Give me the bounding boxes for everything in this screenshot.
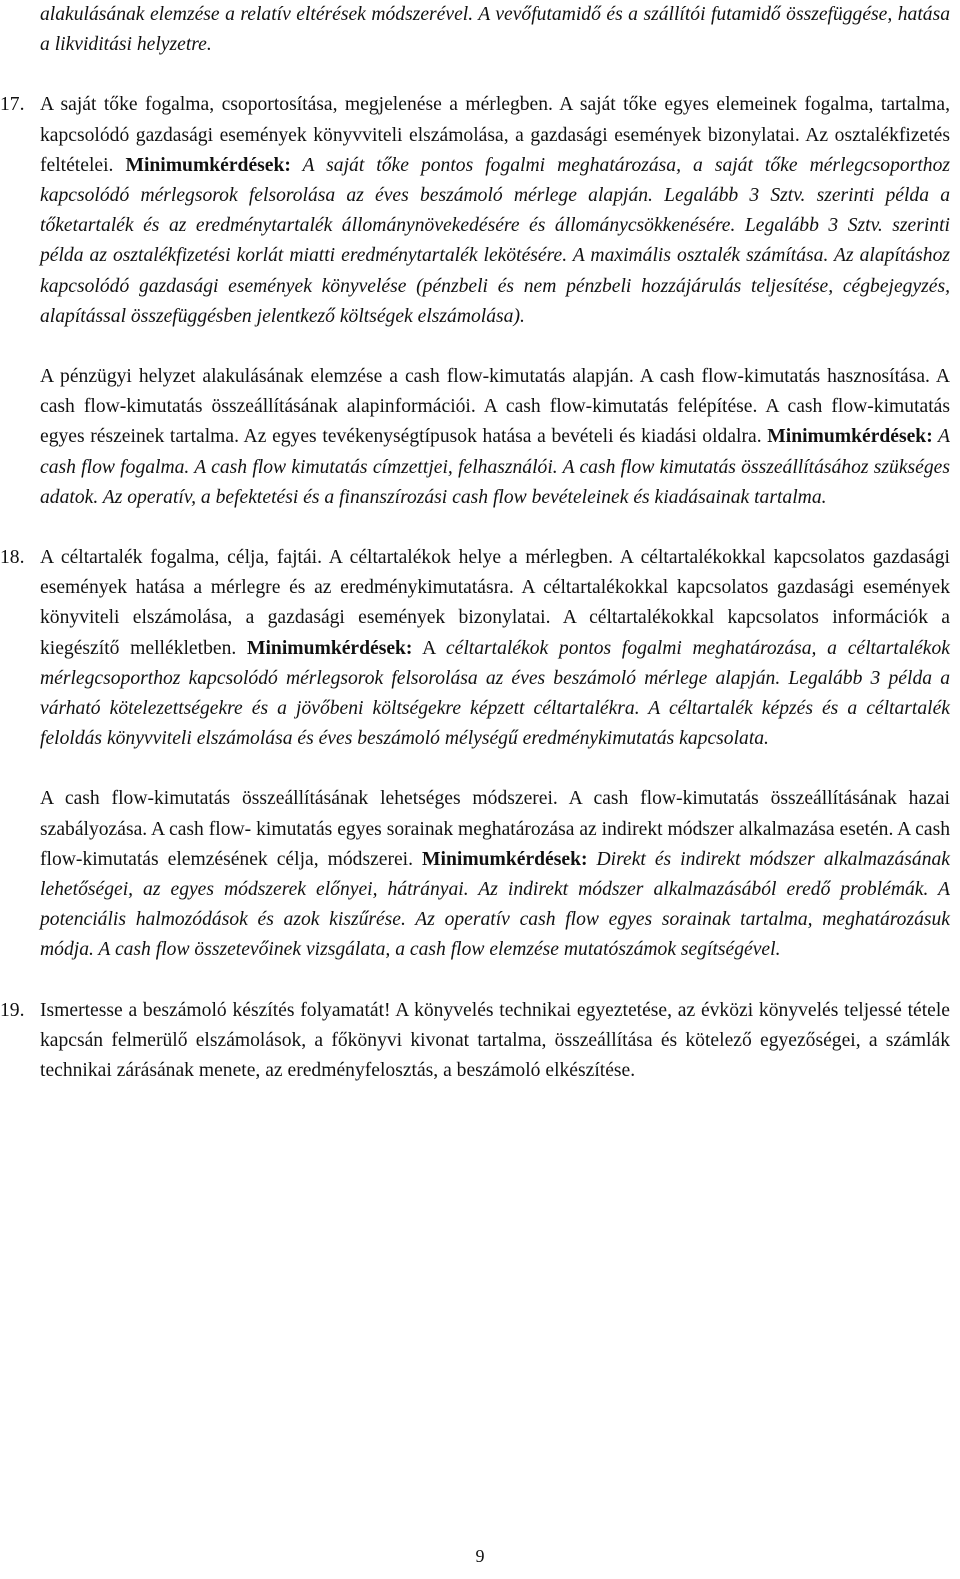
item-19-text: Ismertesse a beszámoló készítés folyamatát! A könyvelés technikai egyeztetése, az évközi könyvelés teljessé tétele kapcsán felmerülő elszámolások, a főkönyvi kivonat tartalma, összeállítása és kötelező egyezőségei, a számlák technikai zárásának menete, az eredményfelosztás, a beszámoló elkészítése. xyxy=(40,999,950,1082)
item-18-paragraph xyxy=(0,543,950,754)
item-17-text: A saját tőke fogalma, csoportosítása, megjelenése a mérlegben. A saját tőke egyes elemeinek fogalma, tartalma, kapcsolódó gazdasági események könyvviteli elszámolása, a gazdasági események bizonylatai. Az osztalékfizetés feltételei. xyxy=(40,94,950,176)
cashflow-2-paragraph xyxy=(40,784,950,965)
intro-paragraph: alakulásának elemzése a relatív eltérések módszerével. A vevőfutamidő és a szállítói futamidő összefüggése, hatása a likviditási helyzetre. xyxy=(40,4,950,56)
cashflow-2-min-label: Minimumkérdések: xyxy=(422,848,588,870)
item-18-min-plain: A xyxy=(412,637,446,659)
cashflow-1-min-label: Minimumkérdések: xyxy=(767,426,933,448)
spacer xyxy=(40,513,950,543)
spacer xyxy=(40,60,950,90)
cashflow-1-text: A pénzügyi helyzet alakulásának elemzése a cash flow-kimutatás alapján. A cash flow-kimutatás hasznosítása. A cash flow-kimutatás összeállításának alapinformációi. A cash flow-kimutatás felépítése. A cash flow-kimutatás egyes részeinek tartalma. Az egyes tevékenységtípusok hatása a bevételi és kiadási oldalra. xyxy=(40,366,950,448)
item-17-paragraph xyxy=(0,90,950,332)
item-19-number: 19. xyxy=(0,999,25,1021)
cashflow-1-paragraph xyxy=(40,362,950,513)
item-18-min-text: céltartalékok pontos fogalmi meghatározása, a céltartalékok mérlegcsoporthoz kapcsolódó mérlegsorok felsorolása az éves beszámoló mérlege alapján. Legalább 3 példa a várható kötelezettségekre és a jövőbeni költségekre képzett céltartalékra. A céltartalék képzés és a céltartalék feloldás könyvviteli elszámolása és éves beszámoló mélységű eredménykimutatás kapcsolata. xyxy=(40,637,950,750)
item-17-number: 17. xyxy=(0,94,25,116)
item-18-number: 18. xyxy=(0,547,25,569)
cashflow-1-min-text: A cash flow fogalma. A cash flow kimutatás címzettjei, felhasználói. A cash flow kimutatás összeállításához szükséges adatok. Az operatív, a befektetési és a finanszírozási cash flow bevételeinek és kiadásainak tartalma. xyxy=(40,426,951,508)
item-19-paragraph xyxy=(0,996,950,1087)
item-18-text: A céltartalék fogalma, célja, fajtái. A céltartalékok helye a mérlegben. A céltartalékokkal kapcsolatos gazdasági események hatása a mérlegre és az eredménykimutatásra. A céltartalékokkal kapcsolatos gazdasági események könyviteli elszámolása, a gazdasági események bizonylatai. A céltartalékokkal kapcsolatos információk a kiegészítő mellékletben. xyxy=(40,547,950,659)
spacer xyxy=(40,332,950,362)
cashflow-2-text: A cash flow-kimutatás összeállításának lehetséges módszerei. A cash flow-kimutatás összeállításának hazai szabályozása. A cash flow- kimutatás egyes sorainak meghatározása az indirekt módszer alkalmazása esetén. A cash flow-kimutatás elemzésének célja, módszerei. xyxy=(40,788,950,870)
item-18-min-label: Minimumkérdések: xyxy=(247,637,413,659)
spacer xyxy=(40,754,950,784)
item-17-min-label: Minimumkérdések: xyxy=(125,154,291,176)
cashflow-2-min-text: Direkt és indirekt módszer alkalmazásának lehetőségei, az egyes módszerek előnyei, hátrányai. Az indirekt módszer alkalmazásából eredő problémák. A potenciális halmozódások és azok kiszűrése. Az operatív cash flow egyes sorainak tartalma, meghatározásuk módja. A cash flow összetevőinek vizsgálata, a cash flow elemzése mutatószámok segítségével. xyxy=(40,848,950,961)
item-17-min-text: A saját tőke pontos fogalmi meghatározása, a saját tőke mérlegcsoporthoz kapcsolódó mérlegsorok felsorolása az éves beszámoló mérlege alapján. Legalább 3 Sztv. szerinti példa a tőketartalék és az eredménytartalék állománynövekedésére és állománycsökkenésére. Legalább 3 Sztv. szerinti példa az osztalékfizetési korlát miatti eredménytartalék lekötésére. A maximális osztalék számítása. Az alapításhoz kapcsolódó gazdasági események könyvelése (pénzbeli és nem pénzbeli hozzájárulás teljesítése, cégbejegyzés, alapítással összefüggésben jelentkező költségek elszámolása). xyxy=(40,154,950,327)
page-number: 9 xyxy=(475,1546,485,1566)
spacer xyxy=(40,966,950,996)
